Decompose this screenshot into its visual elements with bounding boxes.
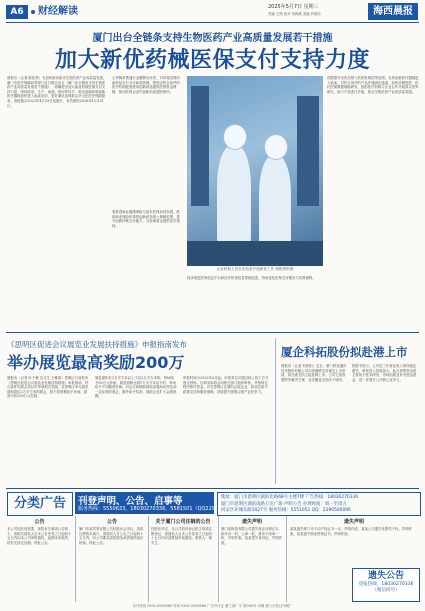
section-rule [6, 332, 419, 333]
classified-ad-title: 遗失声明 [343, 519, 364, 525]
classifieds-banner [75, 492, 243, 514]
classified-ad-text: 本公司因经营需要，现将有关事项公告如下，请相关债权人自本公告发布之日起四十五日内向本公司申报债权，逾期未申报的，按有关规定处理。特此公告。 [7, 527, 72, 545]
expo-body-col1: 晨报讯（记者 叶子蓁 实习生 王雅琪）思明区日前发布《思明区促进会议展览业发展扶持措施》申报指南，符合条件的展会项目可申请相关奖励。在思明区举办展览面积超过2万平方米的展会，按不同规模给予补助，最高可获200万元奖励。 [7, 376, 89, 399]
classifieds-title: 分类广告 [7, 492, 73, 516]
expo-body-col2: 展览面积在1万平方米以上不足2万平方米的，每场给予50万元补助；展览面积达到1万平方米以下的，每场给予不同额度补助。对会议规模和国际参展商比例达到一定标准的展会，额外给予奖励，鼓励企业扩大会展规模。 [95, 376, 177, 399]
classified-ad-text: 某某遗失厦门市不动产权证书一本，声明作废。某某公司遗失发票若干份，声明作废。某某遗失职业资格证书，声明作废。 [290, 527, 413, 536]
lost-notice-phone: 登报热线：18030270336 [358, 582, 414, 587]
page-footer: 本刊热线 0592-5559969 传真 0592-5559966 广告许可证 厦工商广字 第004号 印刷 厦门日报社印刷厂 [132, 604, 293, 608]
classified-ad-title: 公告 [106, 519, 117, 525]
classified-ad-text: 经股东决定，本公司拟向登记机关申请注销登记，请债权人自本公告发布之日起四十五日内向清算组申报债权。联系人：林先生。 [151, 527, 213, 545]
feature-body-col3: 要推进商业健康保险与基本医保协同发展，鼓励商业保险机构将创新药品纳入保障范围，提升创新药械支付能力，为参保群众提供更多选择。 [112, 210, 180, 228]
ipo-headline: 厦企科拓股份拟赴港上市 [281, 345, 408, 359]
feature-kicker: 厦门出台全链条支持生物医药产业高质量发展若干措施 [92, 33, 333, 44]
lost-notice-note: （微信同号） [372, 588, 400, 593]
expo-body-col3: 申报时间为2025年5月起，申报单位可通过线上线下方式提交材料。区商务局将会同相关部门组织审核，并按规定程序拨付资金。对在思明区注册的会展企业，将优先给予政策支持和服务保障，持续提升思明会展产业竞争力。 [183, 376, 269, 394]
header-rule [6, 22, 419, 23]
ipo-body-col2: 招股书显示，公司近三年营业收入保持稳定增长，研发投入持续加大。此次募集资金将主要用于技术研发、市场拓展及补充营运资金，进一步提升公司核心竞争力。 [352, 364, 417, 382]
feature-body-col1: 晨报讯（记者 陈佳琪）为加快推动我市生物医药产业高质量发展，厦门市医疗保障局等部门近日联合出台《厦门市全链条支持生物医药产业高质量发展若干措施》，明确提出加大新优药械医保支付支持力度，围绕研发、生产、流通、使用等环节，推动创新药和创新医疗器械加快进入临床应用，更好满足参保群众多元化医疗保障需求。该措施自2025年4月29日起施行，有效期至2026年12月31日。 [7, 76, 107, 108]
classified-ad-text: 厦门某科技有限公司遗失营业执照正本、副本各一份，公章一枚，财务专用章一枚，声明作废。某某遗失身份证，声明作废。 [221, 527, 283, 545]
section-title: 财经解读 [38, 6, 78, 17]
classified-ad [151, 518, 215, 602]
photo-caption: 企业科研人员在实验室开展研发工作 晨报资料图 [216, 267, 294, 271]
column-divider [75, 516, 76, 602]
feature-body-col2: 心采购单票通行金额费用补偿，对单笔结算的新药品实行支付标准管理，按规定符合条件的医疗机构配备使用创新药品提供医保资金保障，推动医保目录内创新药品进院使用。 [112, 76, 180, 94]
column-divider [148, 516, 149, 602]
classifieds-banner-phone: 服务热线：5550633，18030270336，5581501（QQ2290500096） [78, 506, 243, 512]
lost-notice-title: 遗失公告 [367, 571, 404, 581]
lost-notice-box [352, 568, 420, 602]
classifieds-address-line: 地址：厦门市思明区湖滨北路68号主楼7楼 广告热线：18030270336 [221, 495, 359, 500]
feature-body-col5: 时限提升至优先纳入医药机构招采挂网。支持创新医疗器械进入临床，对符合条件的产品开通绿色通道，加快挂网进度，依托医保数据赋能研发，鼓励医疗机构与企业合作开展真实世界研究，助力产品迭代升级，推动生物医药产业高质量发展。 [327, 76, 419, 94]
section-rule [6, 488, 419, 489]
classified-ad [7, 518, 72, 602]
classifieds-address-line: 厦门市思明区湖滨南路万达广场 声明公告 办理时间：周一至周五 [221, 501, 347, 507]
feature-headline: 加大新优药械医保支付支持力度 [54, 48, 370, 73]
classifieds-address-box [217, 492, 421, 516]
section-dot-icon [31, 10, 35, 14]
classified-ad-title: 关于厦门公司注销的公告 [155, 519, 211, 525]
classified-ad [79, 518, 145, 602]
issue-date: 2025年5月7日 星期三 [268, 4, 319, 10]
classified-ad-text: 厦门市某贸易有限公司经股东会决议，拟将注册资本减少，请债权人自公告之日起四十五日内，向公司要求清偿债务或者提供相应担保。特此公告。 [79, 527, 144, 545]
expo-headline: 举办展览最高奖励200万 [7, 353, 185, 372]
column-divider [218, 516, 219, 602]
ipo-body-col1: 晨报讯（记者 刘贵阳）近日，厦门科拓通讯技术股份有限公司向香港联交所递交上市申请，拟在港交所主板挂牌上市。公司主营智慧停车解决方案，业务覆盖全国多个城市。 [281, 364, 347, 382]
column-divider [275, 338, 276, 484]
classified-ad-title: 公告 [34, 519, 45, 525]
classified-ad [221, 518, 283, 602]
page-number: A6 [6, 5, 28, 19]
classified-ad-title: 遗失声明 [241, 519, 262, 525]
expo-subheadline: 《思明区促进会议展览业发展扶持措施》申报指南发布 [7, 340, 187, 349]
feature-photo [187, 76, 323, 266]
column-divider [286, 516, 287, 602]
classified-ad [290, 518, 418, 566]
classifieds-banner-title: 刊登声明、公告、启事等 [78, 496, 183, 507]
feature-body-col4: 同步推进医保信息平台和医疗机构信息系统改造，持续优化医保支付服务与结算流程。 [187, 276, 316, 280]
classifieds-address-line: 同安区环城东路1027号 服务热线：5551052 QQ：2290500096 [221, 508, 351, 513]
editor-credits: 责编 王瑛 校对 刘海燕 美编 肖晓东 [268, 12, 321, 16]
newspaper-logo: 海西晨报 [368, 3, 418, 20]
